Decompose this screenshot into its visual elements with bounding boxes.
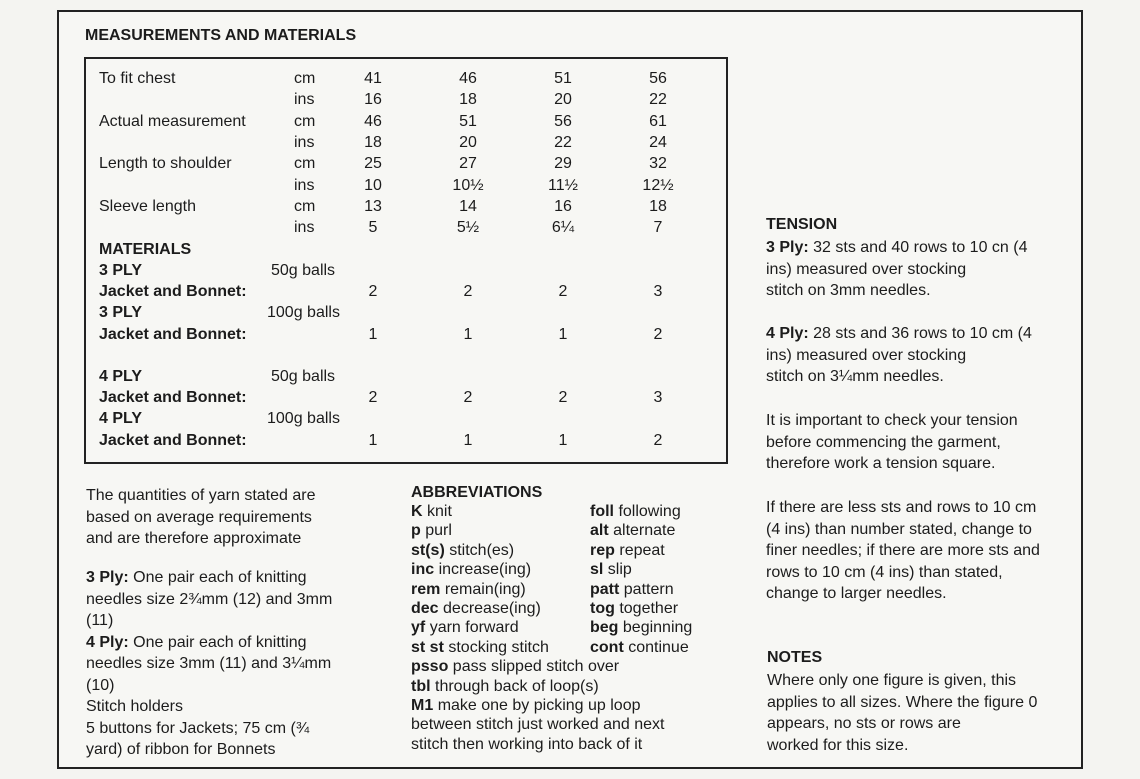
abbreviation-item <box>590 521 675 540</box>
abbreviation-term: K <box>411 503 423 520</box>
materials-unit: 50g balls <box>271 262 336 279</box>
abbreviation-term: st st <box>411 638 444 656</box>
section-heading: MEASUREMENTS AND MATERIALS <box>85 27 357 44</box>
measure-value: 10½ <box>452 176 484 194</box>
abbreviation-meaning: stitch then working into back of it <box>411 735 643 753</box>
measure-unit: ins <box>294 219 315 237</box>
abbreviation-meaning: make one by picking up loop <box>437 697 641 714</box>
measure-value: 16 <box>554 197 572 215</box>
measure-value: 24 <box>649 133 667 151</box>
needles-3ply-label: 3 Ply: <box>86 569 129 586</box>
measure-value: 46 <box>459 70 477 87</box>
measure-unit: cm <box>294 155 316 173</box>
abbreviation-term: cont <box>590 638 624 656</box>
tension-adjust-line: change to larger needles. <box>766 585 947 602</box>
measure-value: 22 <box>649 91 667 109</box>
needles-4ply-line: (10) <box>86 676 115 694</box>
abbreviation-item <box>590 560 632 579</box>
abbreviation-meaning: pass slipped stitch over <box>452 658 620 676</box>
measure-value: 46 <box>364 112 382 130</box>
abbreviation-meaning: between stitch just worked and next <box>411 716 665 734</box>
abbreviation-meaning: stitch(es) <box>449 541 515 559</box>
measure-unit: cm <box>294 112 316 130</box>
measure-label: Length to shoulder <box>99 155 232 173</box>
notes-line: appears, no sts or rows are <box>767 715 961 732</box>
abbreviation-item <box>590 541 665 560</box>
abbreviation-item <box>411 696 640 715</box>
materials-heading: MATERIALS <box>99 241 192 258</box>
measure-value: 20 <box>554 91 572 109</box>
materials-value: 2 <box>558 389 568 406</box>
tension-4ply <box>766 323 1032 388</box>
abbreviation-item <box>411 735 642 754</box>
abbreviation-term: yf <box>411 619 426 637</box>
measure-value: 11½ <box>548 176 578 194</box>
materials-label: 3 PLY <box>99 304 142 321</box>
needles-section <box>86 567 332 761</box>
abbreviation-term: patt <box>590 580 620 598</box>
measure-value: 18 <box>364 133 382 151</box>
abbreviation-term: rep <box>590 541 615 559</box>
measure-value: 25 <box>364 155 382 173</box>
materials-unit: 100g balls <box>267 304 340 321</box>
materials-unit: 100g balls <box>267 410 340 427</box>
abbreviation-term: dec <box>411 600 439 617</box>
measure-value: 51 <box>459 112 477 130</box>
materials-label: 4 PLY <box>99 410 142 427</box>
tension-3ply-text: 32 sts and 40 rows to 10 cn (4 <box>808 239 1028 256</box>
abbreviation-item <box>590 638 689 657</box>
notes-heading: NOTES <box>767 649 823 666</box>
extras-line: Stitch holders <box>86 698 183 715</box>
abbreviations-heading: ABBREVIATIONS <box>411 484 543 501</box>
abbreviation-item <box>411 677 599 696</box>
quantities-note <box>86 485 315 550</box>
tension-adjust-line: (4 ins) than number stated, change to <box>766 520 1032 538</box>
tension-adjust-line: If there are less sts and rows to 10 cm <box>766 499 1037 516</box>
needles-3ply-line <box>86 567 332 589</box>
measure-value: 5 <box>368 219 378 237</box>
abbreviation-meaning: alternate <box>613 522 676 540</box>
abbreviation-term: p <box>411 522 421 540</box>
tension-adjust <box>766 497 1040 605</box>
abbreviation-item <box>411 580 526 599</box>
abbreviation-meaning: increase(ing) <box>438 561 532 579</box>
tension-heading: TENSION <box>766 216 838 233</box>
materials-label: Jacket and Bonnet: <box>99 389 247 406</box>
tension-check-line: therefore work a tension square. <box>766 455 996 472</box>
abbreviation-term: sl <box>590 561 604 579</box>
tension-3ply <box>766 237 1027 302</box>
measure-value: 27 <box>459 155 477 173</box>
abbreviation-meaning: slip <box>607 561 632 579</box>
materials-value: 2 <box>653 432 663 449</box>
abbreviation-meaning: repeat <box>619 541 665 559</box>
materials-value: 3 <box>653 389 663 406</box>
materials-value: 2 <box>463 283 473 300</box>
measure-value: 29 <box>554 155 572 173</box>
notes-line: applies to all sizes. Where the figure 0 <box>767 693 1038 711</box>
measure-value: 14 <box>459 197 477 215</box>
measure-value: 56 <box>554 112 572 130</box>
measure-value: 51 <box>554 70 572 87</box>
abbreviation-term: psso <box>411 658 449 676</box>
abbreviation-item <box>411 521 452 540</box>
measure-value: 5½ <box>456 219 480 237</box>
abbreviation-item <box>411 657 619 676</box>
tension-3ply-line: ins) measured over stocking <box>766 260 967 278</box>
measure-value: 41 <box>364 70 382 87</box>
measure-value: 18 <box>649 197 667 215</box>
measure-value: 10 <box>364 176 382 194</box>
materials-value: 1 <box>463 326 473 343</box>
measure-value: 18 <box>459 91 477 109</box>
measure-value: 20 <box>459 133 477 151</box>
tension-check-line: It is important to check your tension <box>766 412 1018 429</box>
extras-line: 5 buttons for Jackets; 75 cm (¾ <box>86 719 310 737</box>
abbreviation-term: st(s) <box>411 541 445 559</box>
measure-label: Actual measurement <box>99 112 246 130</box>
tension-3ply-line: stitch on 3mm needles. <box>766 282 931 299</box>
quantities-line: and are therefore approximate <box>86 530 302 547</box>
abbreviation-meaning: remain(ing) <box>444 580 526 598</box>
measure-value: 13 <box>364 197 382 215</box>
abbreviation-meaning: beginning <box>622 619 693 637</box>
abbreviation-item <box>411 502 452 521</box>
measure-value: 22 <box>554 133 572 151</box>
abbreviation-term: beg <box>590 619 619 637</box>
needles-4ply-label: 4 Ply: <box>86 633 129 651</box>
abbreviation-meaning: together <box>619 600 679 617</box>
tension-check-line: before commencing the garment, <box>766 433 1001 451</box>
abbreviation-item <box>411 715 664 734</box>
materials-value: 1 <box>463 432 473 449</box>
abbreviation-item <box>590 618 692 637</box>
measure-value: 16 <box>364 91 382 109</box>
materials-value: 2 <box>463 389 473 406</box>
abbreviation-item <box>590 599 678 618</box>
measure-value: 7 <box>653 219 663 237</box>
measure-unit: cm <box>294 197 316 215</box>
abbreviation-meaning: through back of loop(s) <box>435 677 599 695</box>
tension-check <box>766 410 1018 475</box>
abbreviation-meaning: stocking stitch <box>448 638 549 656</box>
abbreviation-term: M1 <box>411 697 434 714</box>
measure-value: 6¼ <box>551 219 575 237</box>
abbreviation-meaning: decrease(ing) <box>443 600 541 617</box>
materials-label: 3 PLY <box>99 262 142 279</box>
tension-4ply-text: 28 sts and 36 rows to 10 cm (4 <box>808 325 1032 342</box>
notes-line: Where only one figure is given, this <box>767 672 1017 689</box>
abbreviation-meaning: knit <box>427 503 452 520</box>
materials-value: 2 <box>368 283 378 300</box>
needles-4ply-text: One pair each of knitting <box>128 633 307 651</box>
needles-3ply-line: needles size 2¾mm (12) and 3mm <box>86 590 333 608</box>
materials-label: Jacket and Bonnet: <box>99 326 247 343</box>
tension-3ply-label: 3 Ply: <box>766 239 809 256</box>
abbreviation-term: foll <box>590 503 614 520</box>
materials-label: Jacket and Bonnet: <box>99 432 247 449</box>
extras-line: yard) of ribbon for Bonnets <box>86 741 276 758</box>
abbreviation-term: inc <box>411 561 435 579</box>
tension-3ply-line <box>766 237 1027 259</box>
abbreviation-term: rem <box>411 580 441 598</box>
measure-value: 32 <box>649 155 667 173</box>
materials-value: 1 <box>368 326 378 343</box>
notes-line: worked for this size. <box>767 736 909 754</box>
tension-4ply-line: ins) measured over stocking <box>766 346 967 364</box>
quantities-line: based on average requirements <box>86 508 312 526</box>
materials-unit: 50g balls <box>271 368 336 385</box>
quantities-line: The quantities of yarn stated are <box>86 487 316 504</box>
notes-text <box>767 670 1037 756</box>
materials-label: Jacket and Bonnet: <box>99 283 247 300</box>
materials-value: 3 <box>653 283 663 300</box>
abbreviation-meaning: following <box>618 503 681 520</box>
tension-4ply-line <box>766 323 1032 345</box>
abbreviation-term: tbl <box>411 677 431 695</box>
measure-value: 12½ <box>642 176 674 194</box>
needles-4ply-line: needles size 3mm (11) and 3¼mm <box>86 655 332 672</box>
abbreviation-meaning: purl <box>425 522 452 540</box>
tension-4ply-line: stitch on 3¼mm needles. <box>766 368 944 385</box>
materials-value: 2 <box>368 389 378 406</box>
tension-4ply-label: 4 Ply: <box>766 325 809 342</box>
measure-unit: ins <box>294 91 315 109</box>
measure-label: Sleeve length <box>99 197 196 215</box>
tension-adjust-line: finer needles; if there are more sts and <box>766 542 1040 559</box>
abbreviation-meaning: continue <box>628 638 689 656</box>
materials-value: 2 <box>653 326 663 343</box>
abbreviation-item <box>411 599 541 618</box>
abbreviation-meaning: yarn forward <box>429 619 519 637</box>
materials-value: 1 <box>558 432 568 449</box>
abbreviation-item <box>411 638 549 657</box>
abbreviation-term: alt <box>590 522 609 540</box>
measure-unit: ins <box>294 133 315 151</box>
materials-value: 1 <box>558 326 568 343</box>
materials-value: 1 <box>368 432 378 449</box>
abbreviation-meaning: pattern <box>623 580 674 598</box>
abbreviation-item <box>411 618 519 637</box>
abbreviation-item <box>411 541 514 560</box>
abbreviation-item <box>590 502 681 521</box>
measure-unit: cm <box>294 70 316 87</box>
measure-unit: ins <box>294 176 315 194</box>
abbreviation-term: tog <box>590 600 615 617</box>
abbreviation-item <box>590 580 674 599</box>
abbreviation-item <box>411 560 531 579</box>
materials-label: 4 PLY <box>99 368 142 385</box>
measure-value: 56 <box>649 70 667 87</box>
needles-3ply-line: (11) <box>86 612 114 629</box>
tension-adjust-line: rows to 10 cm (4 ins) than stated, <box>766 563 1003 581</box>
materials-value: 2 <box>558 283 568 300</box>
needles-3ply-text: One pair each of knitting <box>128 569 307 586</box>
needles-4ply-line <box>86 632 332 654</box>
measure-value: 61 <box>649 112 667 130</box>
measure-label: To fit chest <box>99 70 176 87</box>
